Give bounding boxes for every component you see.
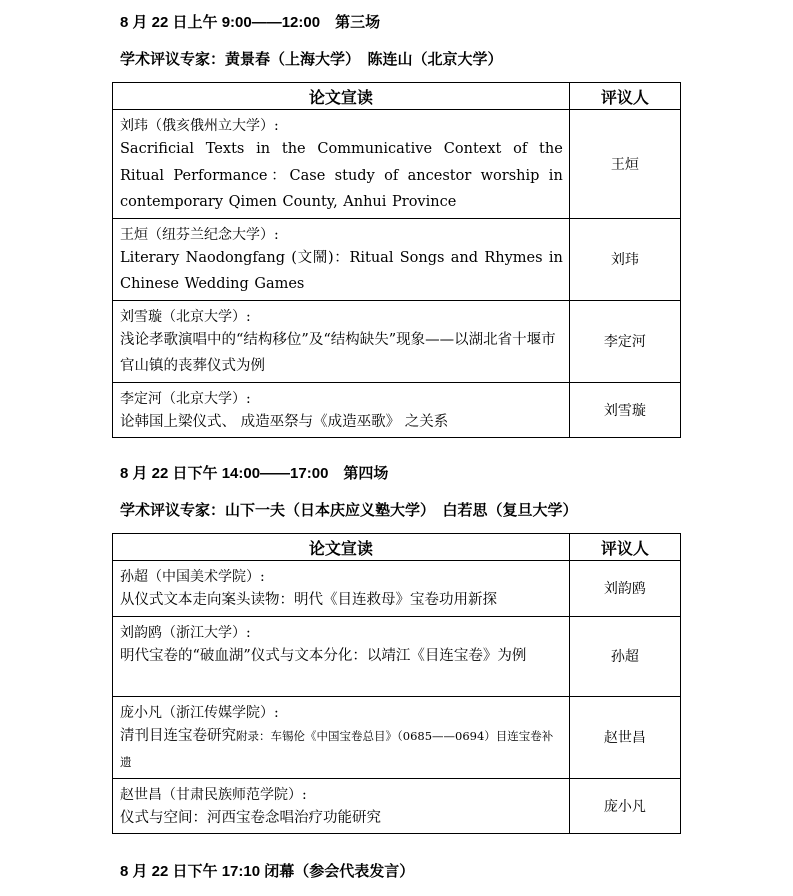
paper-title: 明代宝卷的“破血湖”仪式与文本分化：以靖江《目连宝卷》为例 [120, 647, 527, 664]
paper-author: 孙超（中国美术学院）: [120, 569, 265, 585]
paper-author: 王烜（纽芬兰纪念大学）: [120, 226, 279, 243]
paper-title [120, 723, 563, 776]
table-row [113, 300, 681, 382]
reviewer-cell: 刘玮 [569, 218, 680, 300]
reviewer-cell: 庞小凡 [569, 778, 680, 834]
paper-cell [113, 778, 570, 834]
paper-cell [113, 218, 570, 300]
column-header-reviewer: 评议人 [569, 534, 680, 561]
table-row [113, 616, 681, 696]
table-row [113, 696, 681, 778]
table-row [113, 218, 681, 300]
session4-table [112, 533, 681, 834]
paper-author: 刘韵鸥（浙江大学）: [120, 624, 251, 641]
paper-title: 浅论孝歌演唱中的“结构移位”及“结构缺失”现象——以湖北省十堰市官山镇的丧葬仪式为例 [120, 331, 556, 374]
paper-cell [113, 561, 570, 617]
paper-author: 庞小凡（浙江传媒学院）: [120, 704, 279, 721]
table-row [113, 778, 681, 834]
paper-author: 李定河（北京大学）: [120, 390, 251, 407]
table-row [113, 110, 681, 219]
paper-cell [113, 110, 570, 219]
paper-title: Literary Naodongfang (文鬧)：Ritual Songs and Rhymes in Chinese Wedding Games [120, 249, 563, 292]
session4-experts: 学术评议专家：山下一夫（日本庆应义塾大学） 白若思（复旦大学） [120, 502, 578, 519]
paper-title: 仪式与空间：河西宝卷念唱治疗功能研究 [120, 809, 381, 826]
table-header-row [113, 83, 681, 110]
closing-heading: 8 月 22 日下午 17:10 闭幕（参会代表发言） [120, 863, 415, 880]
paper-cell [113, 300, 570, 382]
table-header-row [113, 534, 681, 561]
reviewer-cell: 李定河 [569, 300, 680, 382]
session3-experts: 学术评议专家：黄景春（上海大学） 陈连山（北京大学） [120, 51, 503, 68]
paper-author: 赵世昌（甘肃民族师范学院）: [120, 786, 307, 803]
reviewer-cell: 孙超 [569, 616, 680, 696]
column-header-paper: 论文宣读 [113, 534, 570, 561]
session3-heading: 8 月 22 日上午 9:00——12:00 第三场 [120, 14, 381, 31]
session4-heading: 8 月 22 日下午 14:00——17:00 第四场 [120, 465, 389, 482]
column-header-paper: 论文宣读 [113, 83, 570, 110]
paper-cell [113, 616, 570, 696]
paper-author: 刘雪璇（北京大学）: [120, 308, 251, 325]
paper-title-main: 清刊目连宝卷研究 [120, 727, 236, 744]
paper-title: 论韩国上梁仪式、 成造巫祭与《成造巫歌》 之关系 [120, 413, 449, 430]
session3-table [112, 82, 681, 438]
column-header-reviewer: 评议人 [569, 83, 680, 110]
reviewer-cell: 赵世昌 [569, 696, 680, 778]
table-row [113, 561, 681, 617]
paper-title: Sacrificial Texts in the Communicative Context of the Ritual Performance：Case study of ancestor worship in contemporary Qimen County, Anhui Province [120, 141, 563, 210]
reviewer-cell: 刘雪璇 [569, 382, 680, 438]
table-row [113, 382, 681, 438]
reviewer-cell: 王烜 [569, 110, 680, 219]
paper-author: 刘玮（俄亥俄州立大学）: [120, 118, 279, 134]
paper-cell [113, 696, 570, 778]
reviewer-cell: 刘韵鸥 [569, 561, 680, 617]
paper-title: 从仪式文本走向案头读物：明代《目连救母》宝卷功用新探 [120, 592, 497, 608]
paper-title-appendix: 附录：车锡伦《中国宝卷总目》（0685——0694）目连宝卷补遗 [120, 728, 554, 769]
paper-cell [113, 382, 570, 438]
